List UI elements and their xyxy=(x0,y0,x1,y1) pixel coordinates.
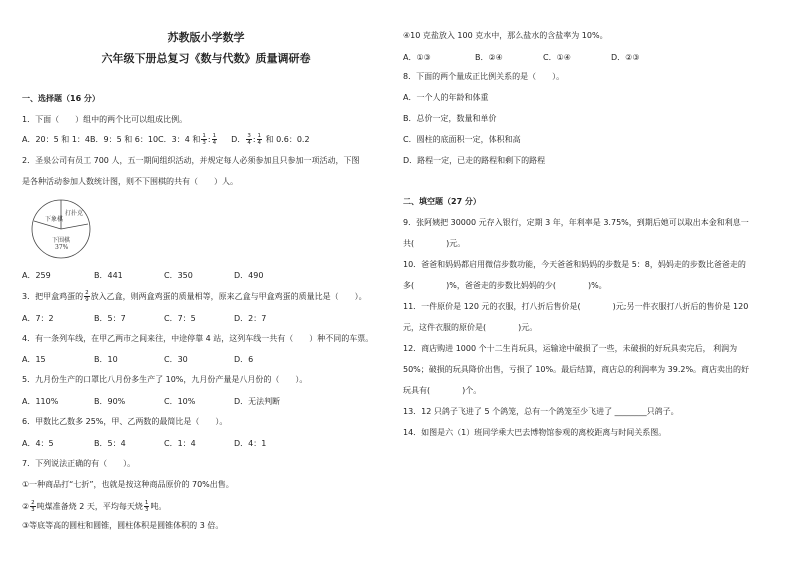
q7-statement-2: ② $\frac{2}{3}$ 吨煤准备烧 2 天，平均每天烧 $\frac{1}{3}$ 吨。 xyxy=(22,500,167,513)
q7-statement-4: ④10 克盐放入 100 克水中，那么盐水的含盐率为 10%。 xyxy=(403,31,608,40)
q7-statement-3: ③等底等高的圆柱和圆锥，圆柱体积是圆锥体积的 3 倍。 xyxy=(22,521,224,530)
q8-stem: 8．下面的两个量成正比例关系的是（ ）。 xyxy=(403,72,565,81)
q12-line3: 玩具有( )个。 xyxy=(403,386,482,395)
q3-option-b: B．5：7 xyxy=(94,314,126,323)
q1-options xyxy=(22,133,310,146)
q1-option-a: A．20：5 和 1：4 xyxy=(22,135,91,144)
pie-label-cards: 打扑克 xyxy=(65,210,84,217)
q2-option-a: A．259 xyxy=(22,271,51,280)
q1-stem: 1．下面（ ）组中的两个比可以组成比例。 xyxy=(22,115,188,124)
q1-option-d: D． $\frac{3}{4}$ : $\frac{1}{4}$ 和 0.6：0.2 xyxy=(231,133,310,146)
q5-option-a: A．110% xyxy=(22,397,59,406)
pie-label-go-percent: 37% xyxy=(55,244,69,251)
q5-stem: 5．九月份生产的口罩比八月份多生产了 10%，九月份产量是八月份的（ ）。 xyxy=(22,375,308,384)
q7-option-d: D．②③ xyxy=(611,53,640,62)
q1-option-b: B．9：5 和 6：10 xyxy=(90,135,159,144)
q9-line2: 共( )元。 xyxy=(403,239,466,248)
q6-stem: 6．甲数比乙数多 25%，甲、乙两数的最简比是（ ）。 xyxy=(22,417,228,426)
q2-stem-line2: 是各种活动参加人数统计图，则不下围棋的共有（ ）人。 xyxy=(22,177,238,186)
q7-option-c: C．①④ xyxy=(543,53,571,62)
q4-option-d: D．6 xyxy=(234,355,254,364)
q6-option-c: C．1：4 xyxy=(164,439,196,448)
pie-label-chess: 下象棋 xyxy=(45,216,64,223)
q2-stem-line1: 2．圣泉公司有员工 700 人，五一期间组织活动，并规定每人必须参加且只参加一项活动，下图 xyxy=(22,156,360,165)
q4-option-b: B．10 xyxy=(94,355,118,364)
section-fill-heading: 二、填空题（27 分） xyxy=(403,197,481,206)
q10-line1: 10．爸爸和妈妈都启用微信步数功能，今天爸爸和妈妈的步数是 5：8，妈妈走的步数比爸爸走的 xyxy=(403,260,746,269)
q14-text: 14．如图是六（1）班同学乘大巴去博物馆参观的离校距离与时间关系图。 xyxy=(403,428,667,437)
document-subtitle: 六年级下册总复习《数与代数》质量调研卷 xyxy=(101,52,311,65)
q7-option-a: A．①③ xyxy=(403,53,431,62)
q8-option-b: B．总价一定，数量和单价 xyxy=(403,114,497,123)
q11-line2: 元，这件衣服的原价是( )元。 xyxy=(403,323,538,332)
document-title: 苏教版小学数学 xyxy=(167,31,245,44)
q7-statement-1: ①一种商品打“七折”，也就是按这种商品原价的 70%出售。 xyxy=(22,480,234,489)
activity-pie-chart xyxy=(30,198,92,260)
q7-stem: 7．下列说法正确的有（ ）。 xyxy=(22,459,136,468)
q4-stem: 4．有一条列车线，在甲乙两市之间来往，中途停靠 4 站，这列车线一共有（ ）种不同的车票。 xyxy=(22,334,374,343)
q12-line1: 12．商店购进 1000 个十二生肖玩具，运输途中破损了一些，未破损的好玩具卖完后， 利润为 xyxy=(403,344,738,353)
q5-option-b: B．90% xyxy=(94,397,126,406)
q9-line1: 9．张阿姨把 30000 元存入银行，定期 3 年，年利率是 3.75%，到期后她可以取出本金和利息一 xyxy=(403,218,749,227)
q6-option-d: D．4：1 xyxy=(234,439,267,448)
q1-option-c: C．3：4 和 $\frac{1}{3}$ : $\frac{1}{4}$ xyxy=(158,133,217,146)
q2-option-c: C．350 xyxy=(164,271,193,280)
q8-option-a: A．一个人的年龄和体重 xyxy=(403,93,489,102)
q10-line2: 多( )%，爸爸走的步数比妈妈的少( )%。 xyxy=(403,281,607,290)
q12-line2: 50%；破损的玩具降价出售，亏损了 10%。最后结算，商店总的利润率为 39.2%。商店卖出的好 xyxy=(403,365,750,374)
q3-option-c: C．7：5 xyxy=(164,314,196,323)
q2-option-b: B．441 xyxy=(94,271,123,280)
q7-option-b: B．②④ xyxy=(475,53,503,62)
q3-stem: 3．把甲盒鸡蛋的 $\frac{2}{9}$ 放入乙盒，则两盒鸡蛋的质量相等，原来乙盒与甲盒鸡蛋的质量比是（ ）。 xyxy=(22,290,367,303)
q13-text: 13．12 只鸽子飞进了 5 个鸽笼，总有一个鸽笼至少飞进了 ________只鸽子。 xyxy=(403,407,679,416)
section-choice-heading: 一、选择题（16 分） xyxy=(22,94,100,103)
q3-option-a: A．7：2 xyxy=(22,314,54,323)
q8-option-d: D．路程一定，已走的路程和剩下的路程 xyxy=(403,156,546,165)
q3-option-d: D．2：7 xyxy=(234,314,267,323)
q6-option-a: A．4：5 xyxy=(22,439,54,448)
q4-option-a: A．15 xyxy=(22,355,46,364)
q6-option-b: B．5：4 xyxy=(94,439,126,448)
q5-option-d: D．无法判断 xyxy=(234,397,281,406)
q4-option-c: C．30 xyxy=(164,355,188,364)
pie-label-go: 下围棋 xyxy=(52,237,71,244)
q2-option-d: D．490 xyxy=(234,271,264,280)
q8-option-c: C．圆柱的底面积一定，体积和高 xyxy=(403,135,521,144)
q5-option-c: C．10% xyxy=(164,397,196,406)
q11-line1: 11．一件原价是 120 元的衣服，打八折后售价是( )元;另一件衣服打八折后的售价是 120 xyxy=(403,302,749,311)
